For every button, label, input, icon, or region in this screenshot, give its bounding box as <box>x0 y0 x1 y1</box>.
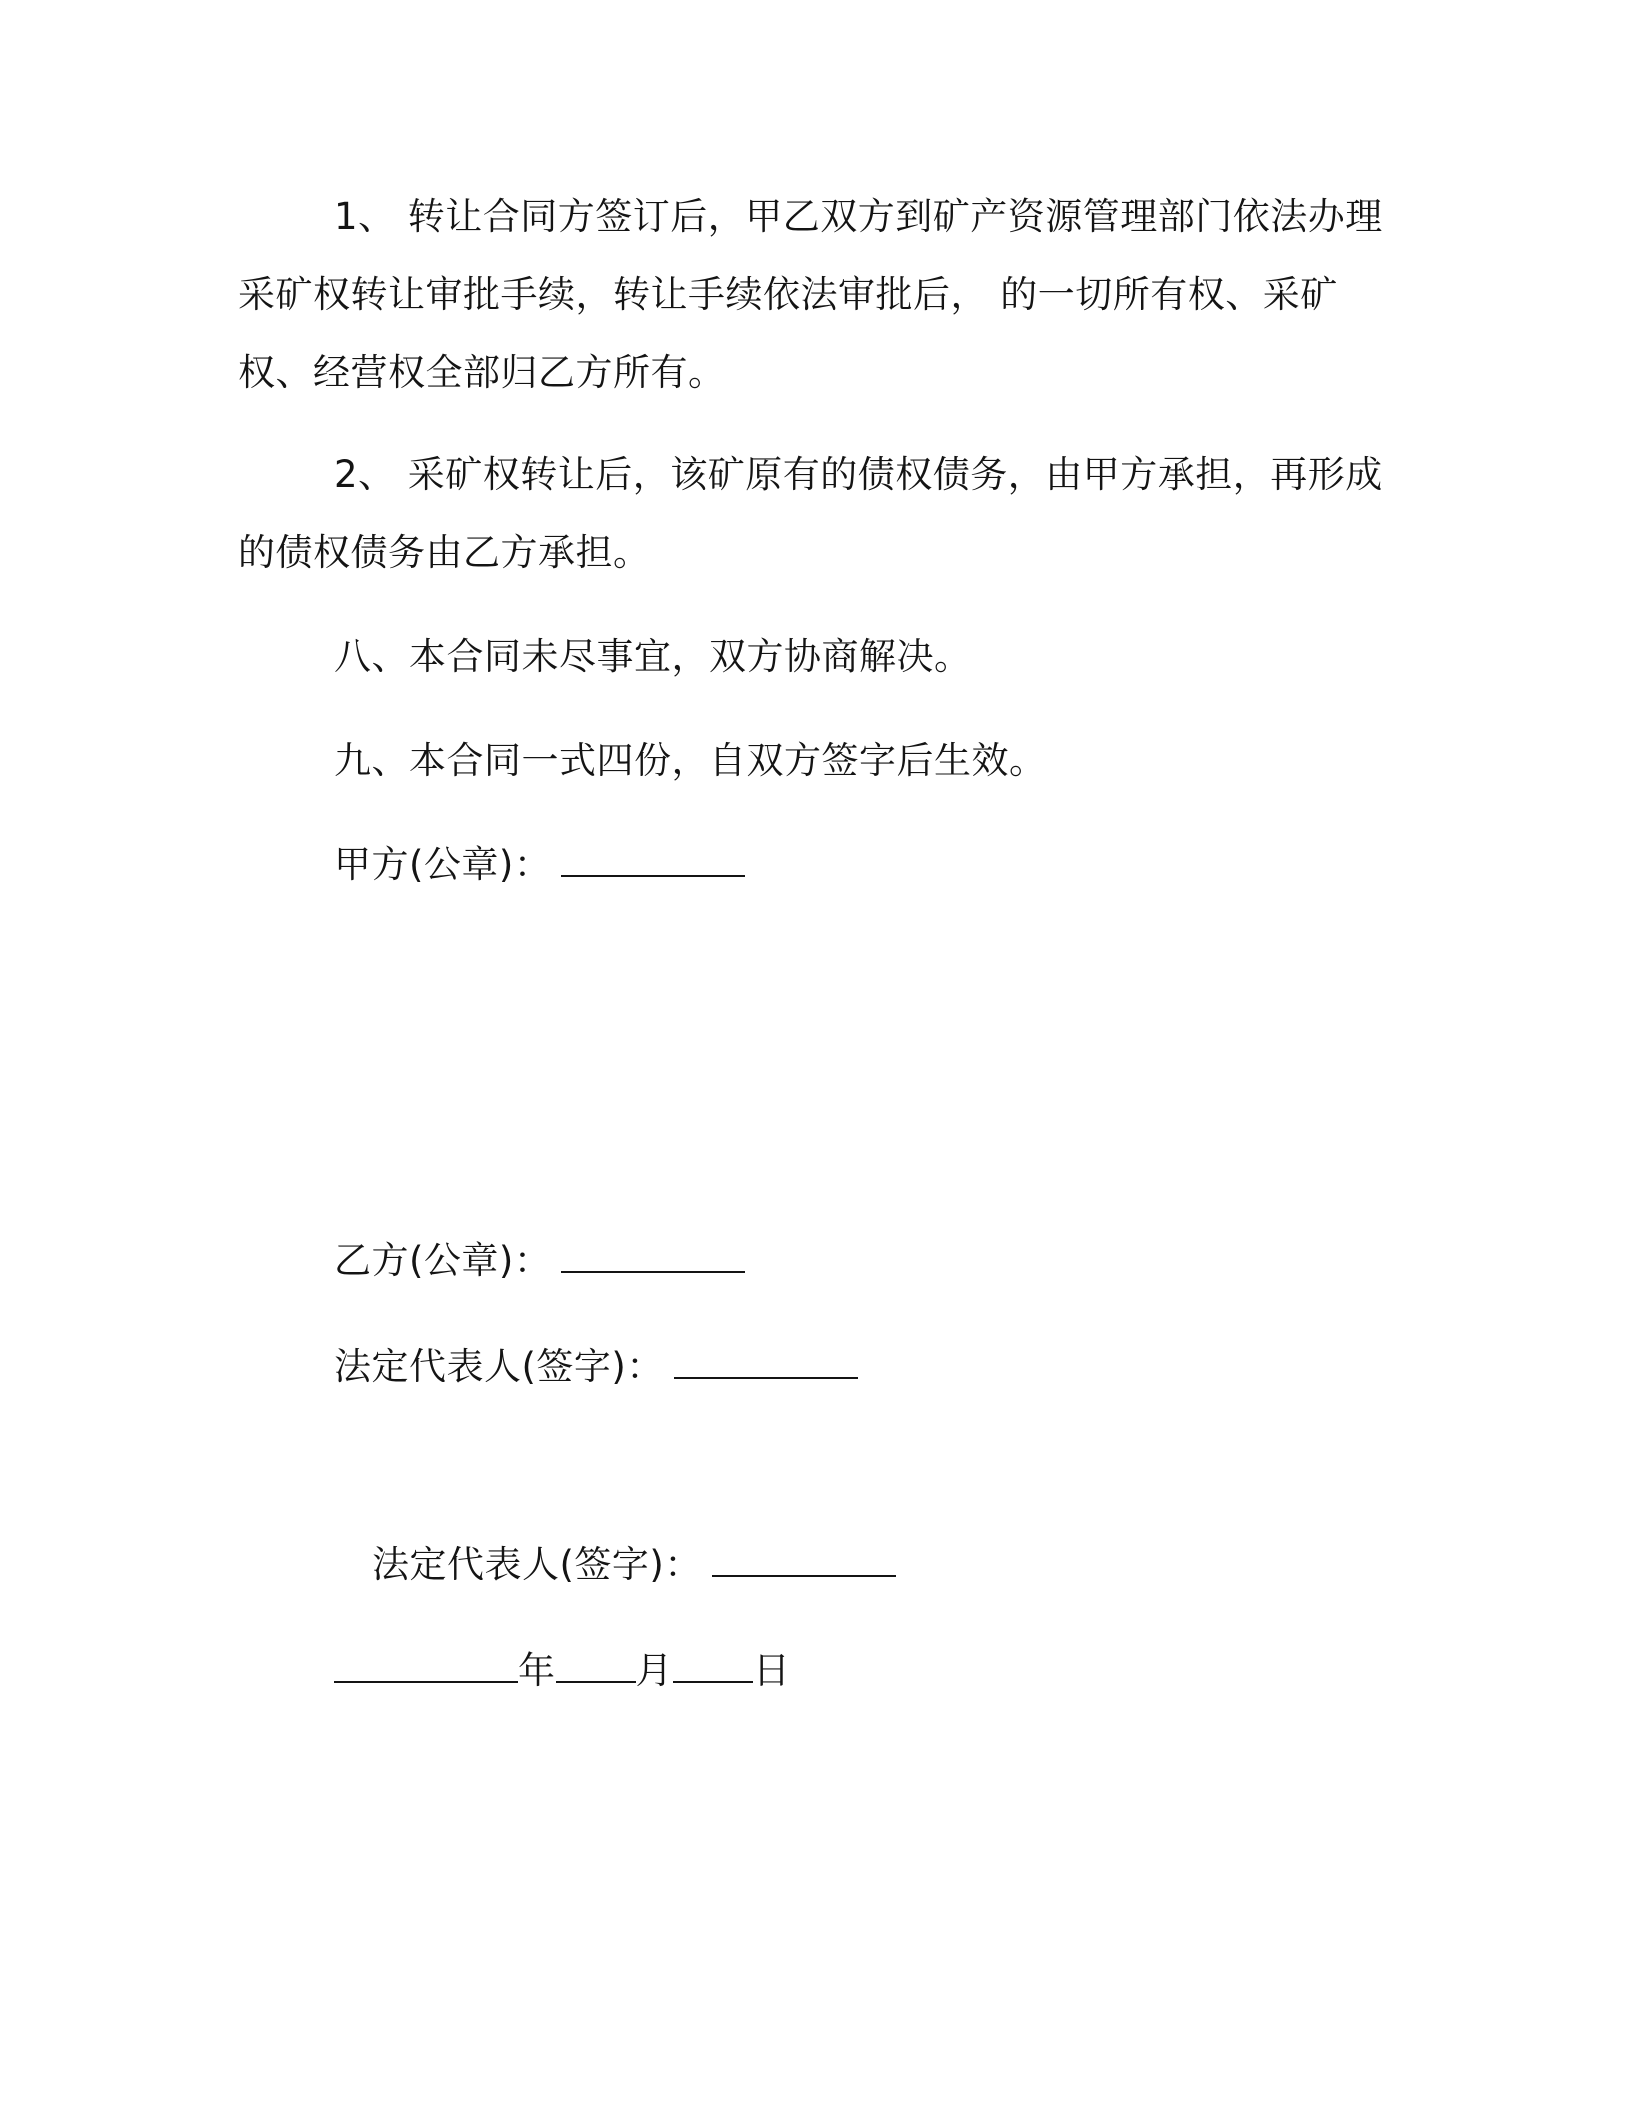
legal-rep-blank-2[interactable] <box>712 1545 896 1577</box>
party-a-label: 甲方(公章)： <box>334 843 552 886</box>
clause-8-text: 八、本合同未尽事宜，双方协商解决。 <box>334 635 972 678</box>
date-month-blank[interactable] <box>556 1651 636 1683</box>
clause-9-text: 九、本合同一式四份，自双方签字后生效。 <box>334 739 1047 782</box>
date-month-label: 月 <box>635 1649 673 1692</box>
clause-8 <box>334 632 972 682</box>
date-day-blank[interactable] <box>673 1651 753 1683</box>
party-a-signature-line <box>334 840 745 890</box>
party-b-label: 乙方(公章)： <box>334 1239 552 1282</box>
clause-1 <box>238 178 1398 412</box>
legal-rep-label-1: 法定代表人(签字)： <box>334 1345 664 1388</box>
date-year-blank[interactable] <box>334 1651 518 1683</box>
party-b-blank[interactable] <box>561 1241 745 1273</box>
clause-9 <box>334 736 1047 786</box>
date-line <box>334 1646 791 1696</box>
legal-rep-line-2 <box>372 1540 896 1590</box>
date-year-label: 年 <box>518 1649 556 1692</box>
clause-2 <box>238 436 1398 592</box>
clause-1-text: 1、 转让合同方签订后，甲乙双方到矿产资源管理部门依法办理采矿权转让审批手续，转让手续依法审批后， 的一切所有权、采矿权、经营权全部归乙方所有。 <box>238 195 1383 394</box>
legal-rep-label-2: 法定代表人(签字)： <box>372 1543 702 1586</box>
date-day-label: 日 <box>753 1649 791 1692</box>
legal-rep-line-1 <box>334 1342 858 1392</box>
clause-2-text: 2、 采矿权转让后，该矿原有的债权债务，由甲方承担，再形成的债权债务由乙方承担。 <box>238 453 1383 574</box>
party-a-blank[interactable] <box>561 845 745 877</box>
legal-rep-blank-1[interactable] <box>674 1347 858 1379</box>
party-b-signature-line <box>334 1236 745 1286</box>
